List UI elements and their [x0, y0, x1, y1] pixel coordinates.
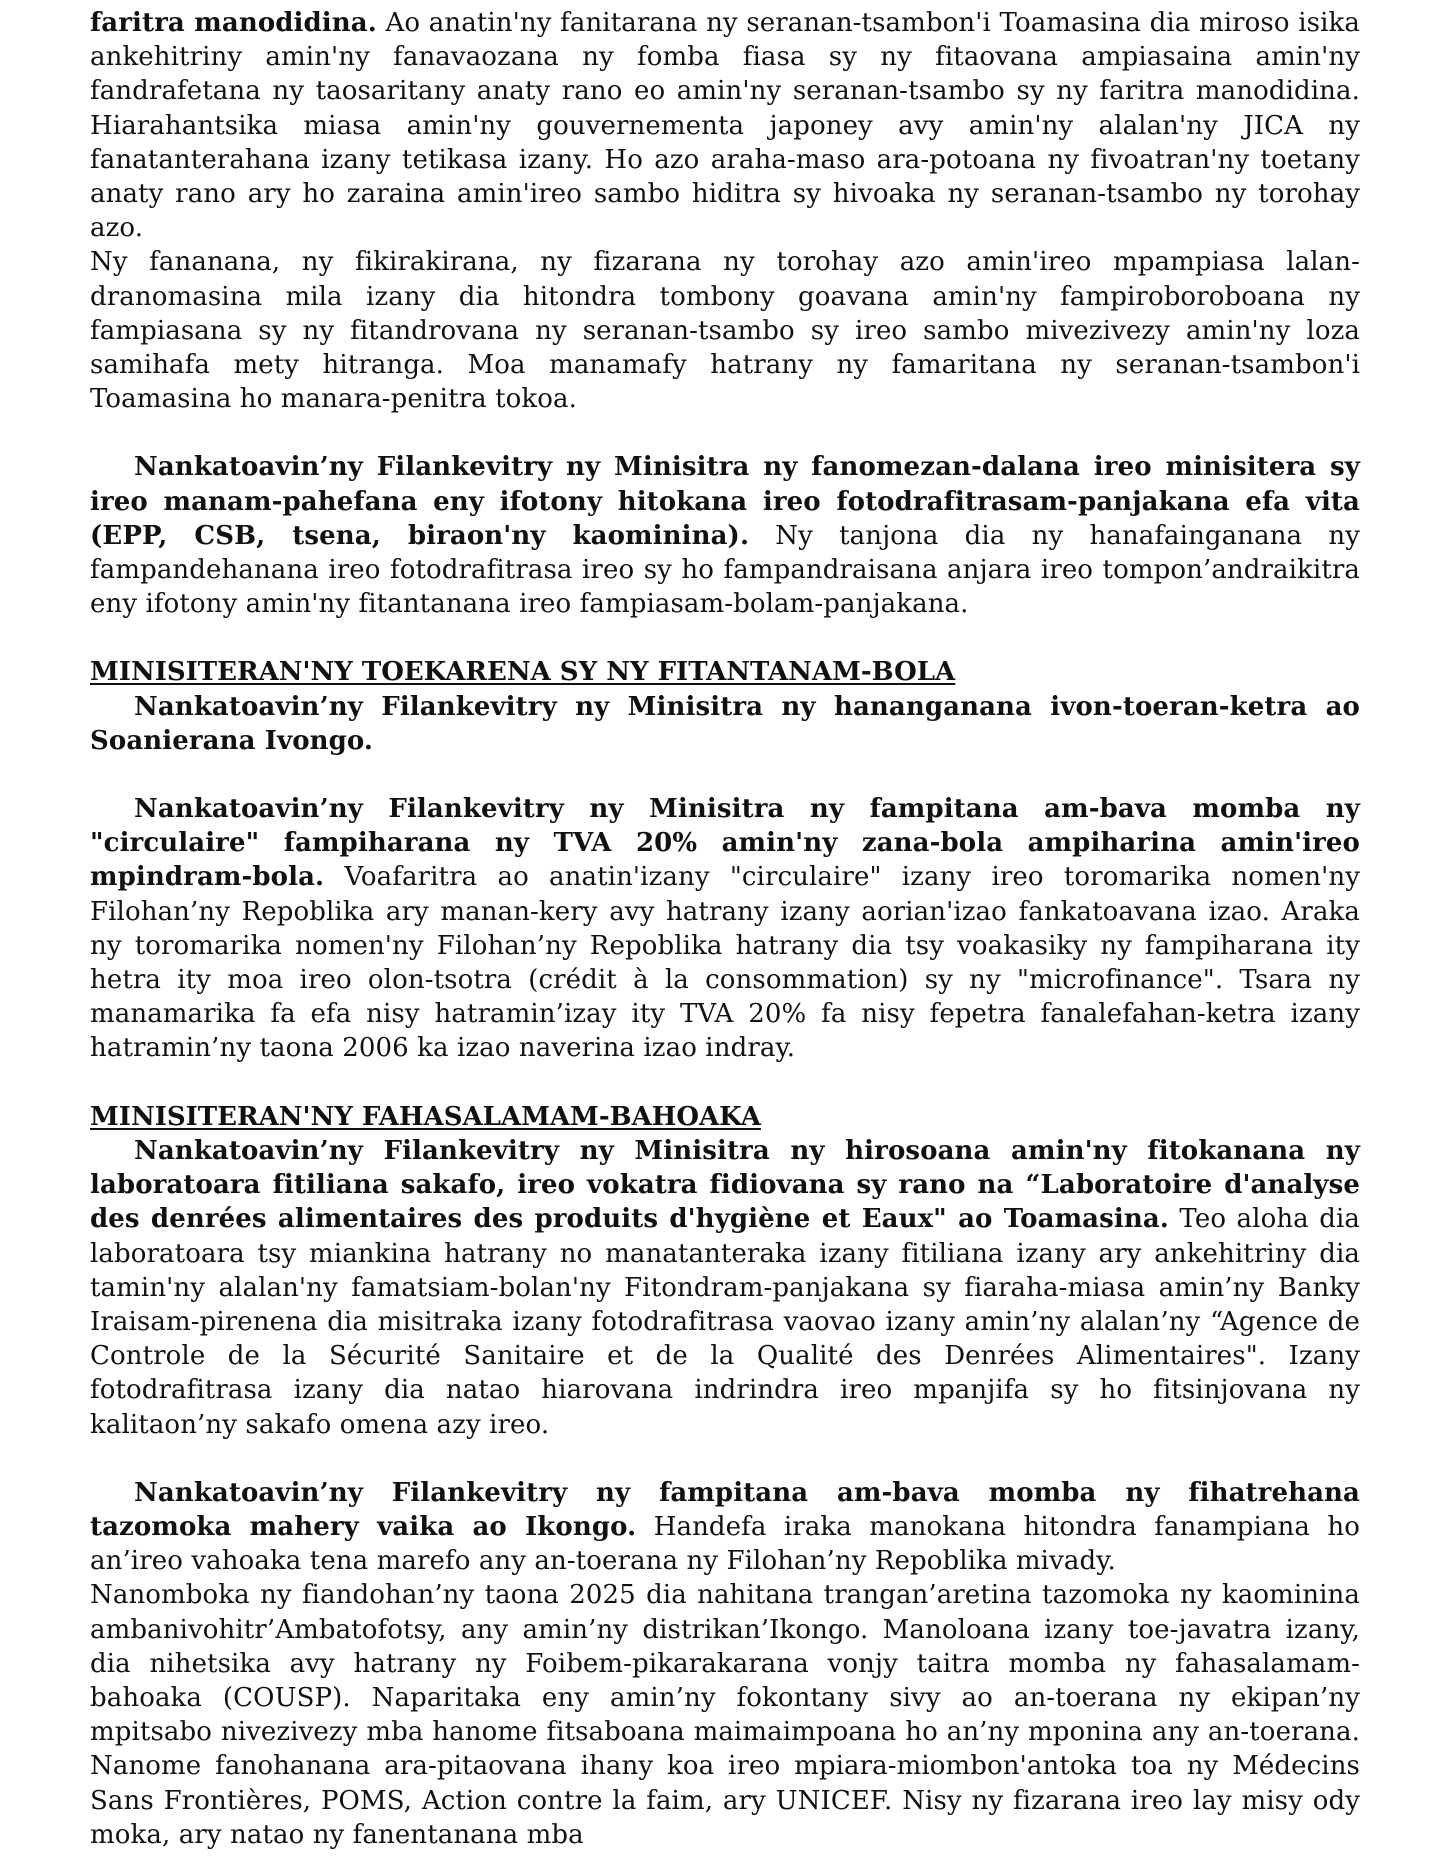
paragraph-bold-lead: Nankatoavin’ny Filankevitry ny Minisitra ny hananganana ivon-toeran-ketra ao Soanierana Ivongo.: [90, 691, 1360, 756]
paragraph-body: Ny fananana, ny fikirakirana, ny fizarana ny torohay azo amin'ireo mpampiasa lalan-dranomasina mila izany dia hitondra tombony goavana amin'ny fampiroboroboana ny fampiasana sy ny fitandrovana ny seranan-tsambo sy ireo sambo mivezivezy amin'ny loza samihafa mety hitranga. Moa manamafy hatrany ny famaritana ny seranan-tsambon'i Toamasina ho manara-penitra tokoa.: [90, 247, 1360, 415]
paragraph-food-laboratory: [90, 1134, 1360, 1442]
paragraph-body: Ao anatin'ny fanitarana ny seranan-tsambon'i Toamasina dia miroso isika ankehitriny amin'ny fanavaozana ny fomba fiasa sy ny fitaovana ampiasaina amin'ny fandrafetana ny taosaritany anaty rano eo amin'ny seranan-tsambo sy ny faritra manodidina. Hiarahantsika miasa amin'ny gouvernementa japoney avy amin'ny alalan'ny JICA ny fanatanterahana izany tetikasa izany. Ho azo araha-maso ara-potoana ny fivoatran'ny toetany anaty rano ary ho zaraina amin'ireo sambo hiditra sy hivoaka ny seranan-tsambo ny torohay azo.: [90, 8, 1360, 244]
paragraph-vat-circular: [90, 792, 1360, 1066]
section-heading-economy: MINISITERAN'NY TOEKARENA SY NY FITANTANAM-BOLA: [90, 657, 956, 688]
paragraph-body: Ny tanjona dia ny hanafainganana ny fampandehanana ireo fotodrafitrasa ireo sy ho fampandraisana anjara ireo tompon’andraikitra eny ifotony amin'ny fitantanana ireo fampiasam-bolam-panjakana.: [90, 520, 1360, 620]
paragraph-bold-lead: Nankatoavin’ny Filankevitry ny Minisitra ny fampitana am-bava momba ny "circulaire" fampiharana ny TVA 20% amin'ny zana-bola ampiharina amin'ireo mpindram-bola.: [90, 794, 1360, 893]
paragraph-body: Handefa iraka manokana hitondra fanampiana ho an’ireo vahoaka tena marefo any an-toerana ny Filohan’ny Repoblika mivady.: [90, 1511, 1360, 1577]
paragraph-spacer: [90, 1066, 1360, 1100]
paragraph-public-infrastructure: [90, 450, 1360, 621]
paragraph-spacer: [90, 416, 1360, 450]
paragraph-hydrography-benefits: [90, 245, 1360, 416]
paragraph-malaria-ikongo: [90, 1476, 1360, 1579]
paragraph-body: Teo aloha dia laboratoara tsy miankina hatrany no manatanteraka izany fitiliana izany ary ankehitriny dia tamin'ny alalan'ny famatsiam-bolan'ny Fitondram-panjakana sy fiaraha-miasa amin’ny Banky Iraisam-pirenena dia misitraka izany fotodrafitrasa vaovao izany amin’ny alalan’ny “Agence de Controle de la Sécurité Sanitaire et de la Qualité des Denrées Alimentaires". Izany fotodrafitrasa izany dia natao hiarovana indrindra ireo mpanjifa sy ho fitsinjovana ny kalitaon’ny sakafo omena azy ireo.: [90, 1204, 1361, 1440]
paragraph-bold-lead: Nankatoavin’ny Filankevitry ny Minisitra ny hirosoana amin'ny fitokanana ny laboratoara fitiliana sakafo, ireo vokatra fidiovana sy rano na “Laboratoire d'analyse des denrées alimentaires des produits d'hygiène et Eaux" ao Toamasina.: [90, 1135, 1360, 1235]
paragraph-tax-center: [90, 690, 1360, 758]
paragraph-bold-lead: Nankatoavin’ny Filankevitry ny Minisitra ny fanomezan-dalana ireo minisitera sy ireo manam-pahefana eny ifotony hitokana ireo fotodrafitrasam-panjakana efa vita (EPP, CSB, tsena, biraon'ny kaominina).: [90, 452, 1360, 551]
paragraph-spacer: [90, 758, 1360, 792]
paragraph-bold-lead: Nankatoavin’ny Filankevitry ny fampitana am-bava momba ny fihatrehana tazomoka mahery vaika ao Ikongo.: [90, 1477, 1360, 1542]
paragraph-body: Voafaritra ao anatin'izany "circulaire" izany ireo toromarika nomen'ny Filohan’ny Repoblika ary manan-kery avy hatrany izany aorian'izao fankatoavana izao. Araka ny toromarika nomen'ny Filohan’ny Repoblika hatrany dia tsy voakasiky ny fampiharana ity hetra ity moa ireo olon-tsotra (crédit à la consommation) sy ny "microfinance". Tsara ny manamarika fa efa nisy hatramin’izay ity TVA 20% fa nisy fepetra fanalefahan-ketra izany hatramin’ny taona 2006 ka izao naverina izao indray.: [90, 862, 1360, 1064]
paragraph-bold-lead: faritra manodidina.: [90, 8, 377, 38]
paragraph-malaria-response: [90, 1578, 1360, 1852]
document-page: [90, 6, 1360, 1852]
paragraph-spacer: [90, 621, 1360, 655]
section-heading-health: MINISITERAN'NY FAHASALAMAM-BAHOAKA: [90, 1101, 761, 1132]
paragraph-hydrography: [90, 6, 1360, 245]
paragraph-body: Nanomboka ny fiandohan’ny taona 2025 dia nahitana trangan’aretina tazomoka ny kaominina ambanivohitr’Ambatofotsy, any amin’ny distrikan’Ikongo. Manoloana izany toe-javatra izany, dia nihetsika avy hatrany ny Foibem-pikarakarana vonjy taitra momba ny fahasalamam-bahoaka (COUSP). Naparitaka eny amin’ny fokontany sivy ao an-toerana ny ekipan’ny mpitsabo nivezivezy mba hanome fitsaboana maimaimpoana ho an’ny mponina any an-toerana. Nanome fanohanana ara-pitaovana ihany koa ireo mpiara-miombon'antoka toa ny Médecins Sans Frontières, POMS, Action contre la faim, ary UNICEF. Nisy ny fizarana ireo lay misy ody moka, ary natao ny fanentanana mba: [90, 1580, 1360, 1850]
paragraph-spacer: [90, 1442, 1360, 1476]
